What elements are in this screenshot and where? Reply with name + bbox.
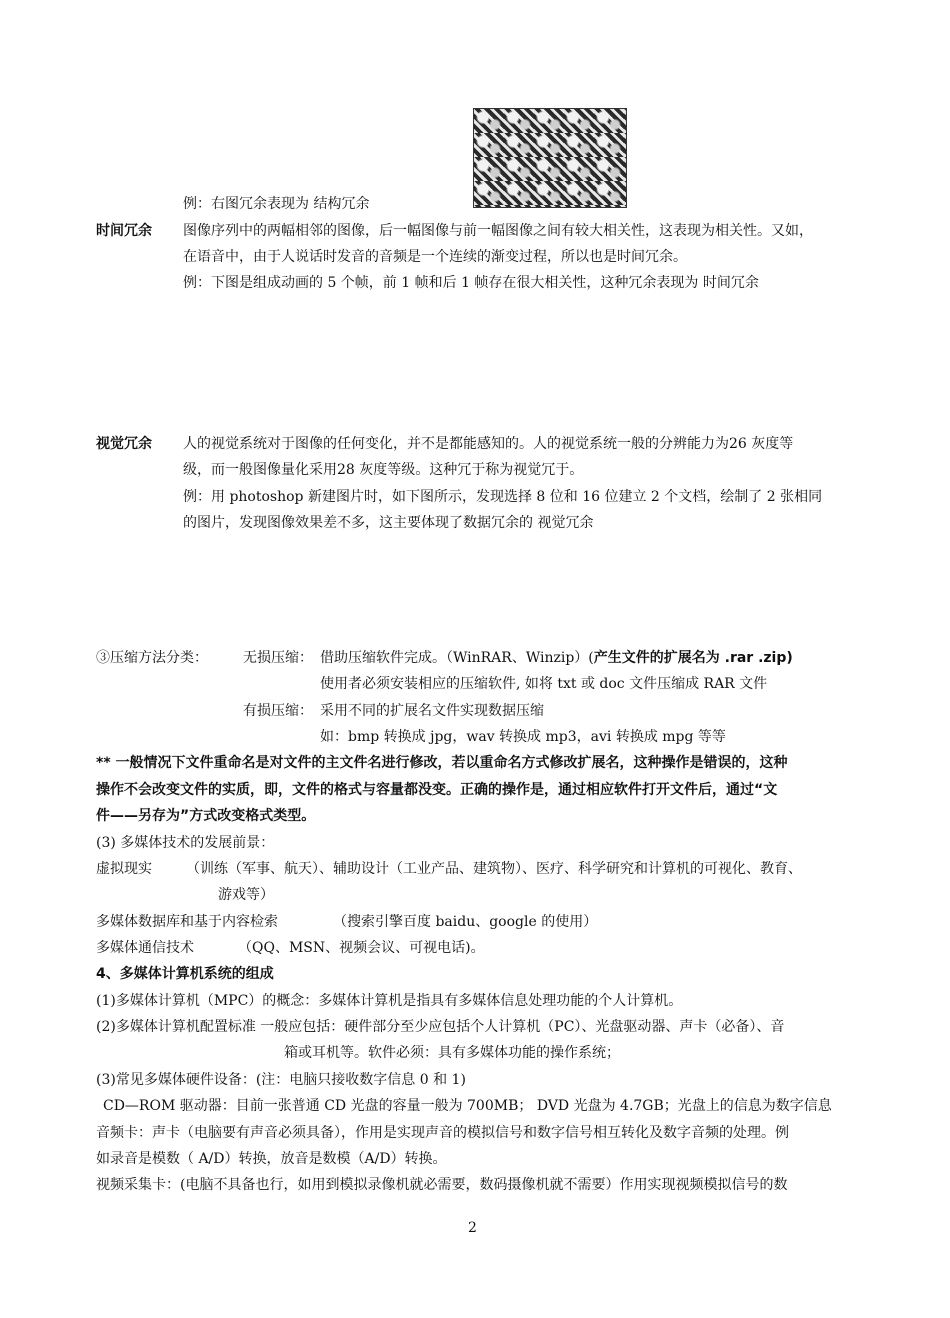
vr-label: 虚拟现实 xyxy=(96,861,152,877)
hardware-heading: (3)常见多媒体硬件设备：(注：电脑只接收数字信息 0 和 1) xyxy=(96,1072,466,1088)
lossless-label: 无损压缩： xyxy=(243,650,313,666)
lossy-text-2: 如：bmp 转换成 jpg，wav 转换成 mp3，avi 转换成 mpg 等等 xyxy=(320,729,726,745)
comm-label: 多媒体通信技术 xyxy=(96,940,194,956)
note-line-2: 操作不会改变文件的实质，即，文件的格式与容量都没变。正确的操作是，通过相应软件打开文件后，通过“文 xyxy=(96,782,778,798)
visual-text-2: 级，而一般图像量化采用28 灰度等级。这种冗于称为视觉冗于。 xyxy=(183,462,584,478)
db-text: （搜索引擎百度 baidu、google 的使用） xyxy=(333,914,598,930)
vr-text-2: 游戏等） xyxy=(218,887,274,903)
page-number: 2 xyxy=(468,1220,477,1236)
lossless-text-1a: 借助压缩软件完成。（WinRAR、Winzip）( xyxy=(320,650,594,666)
visual-text-1: 人的视觉系统对于图像的任何变化，并不是都能感知的。人的视觉系统一般的分辨能力为26 灰度等 xyxy=(183,436,794,452)
sound-card-text-1: 音频卡：声卡（电脑要有声音必须具备），作用是实现声音的模拟信号和数字信号相互转化及数字音频的处理。例 xyxy=(96,1125,789,1141)
lossy-label: 有损压缩： xyxy=(243,703,313,719)
visual-text-3: 例：用 photoshop 新建图片时，如下图所示，发现选择 8 位和 16 位建立 2 个文档，绘制了 2 张相同 xyxy=(183,489,823,505)
config-text-1: (2)多媒体计算机配置标准 一般应包括：硬件部分至少应包括个人计算机（PC）、光盘驱动器、声卡（必备）、音 xyxy=(96,1019,785,1035)
visual-redundancy-label: 视觉冗余 xyxy=(96,436,152,452)
cdrom-text: CD—ROM 驱动器：目前一张普通 CD 光盘的容量一般为 700MB； DVD 光盘为 4.7GB；光盘上的信息为数字信息 xyxy=(103,1098,832,1114)
video-card-text-1: 视频采集卡：(电脑不具备也行，如用到模拟录像机就必需要，数码摄像机就不需要）作用实现视频模拟信号的数 xyxy=(96,1177,788,1193)
mpc-definition: (1)多媒体计算机（MPC）的概念：多媒体计算机是指具有多媒体信息处理功能的个人计算机。 xyxy=(96,993,683,1009)
lossless-text-2: 使用者必须安装相应的压缩软件, 如将 txt 或 doc 文件压缩成 RAR 文件 xyxy=(320,676,768,692)
visual-text-4: 的图片，发现图像效果差不多，这主要体现了数据冗余的 视觉冗余 xyxy=(183,515,594,531)
time-redundancy-label: 时间冗余 xyxy=(96,223,152,239)
note-line-3: 件——另存为”方式改变格式类型。 xyxy=(96,808,316,824)
db-label: 多媒体数据库和基于内容检索 xyxy=(96,914,278,930)
config-text-2: 箱或耳机等。软件必须：具有多媒体功能的操作系统； xyxy=(284,1045,620,1061)
note-line-1: ** 一般情况下文件重命名是对文件的主文件名进行修改，若以重命名方式修改扩展名，这种操作是错误的，这种 xyxy=(96,755,788,771)
prospect-heading: (3) 多媒体技术的发展前景： xyxy=(96,835,275,851)
vr-text-1: （训练（军事、航天）、辅助设计（工业产品、建筑物）、医疗、科学研究和计算机的可视化、教育、 xyxy=(186,861,802,877)
structure-redundancy-pattern-image xyxy=(473,108,627,208)
time-text-3: 例：下图是组成动画的 5 个帧，前 1 帧和后 1 帧存在很大相关性，这种冗余表现为 时间冗余 xyxy=(183,275,759,291)
lossless-text-1 xyxy=(320,648,793,668)
compress-label: ③压缩方法分类： xyxy=(96,650,208,666)
time-text-1: 图像序列中的两幅相邻的图像，后一幅图像与前一幅图像之间有较大相关性，这表现为相关性。又如， xyxy=(183,223,813,239)
section-heading-4: 4、多媒体计算机系统的组成 xyxy=(96,966,274,982)
example-struct: 例：右图冗余表现为 结构冗余 xyxy=(183,196,370,212)
comm-text: （QQ、MSN、视频会议、可视电话)。 xyxy=(238,940,485,956)
time-text-2: 在语音中，由于人说话时发音的音频是一个连续的渐变过程，所以也是时间冗余。 xyxy=(183,249,687,265)
lossy-text-1: 采用不同的扩展名文件实现数据压缩 xyxy=(320,703,544,719)
sound-card-text-2: 如录音是模数（ A/D）转换，放音是数模（A/D）转换。 xyxy=(96,1151,447,1167)
lossless-text-1b: 产生文件的扩展名为 .rar .zip) xyxy=(593,650,793,666)
